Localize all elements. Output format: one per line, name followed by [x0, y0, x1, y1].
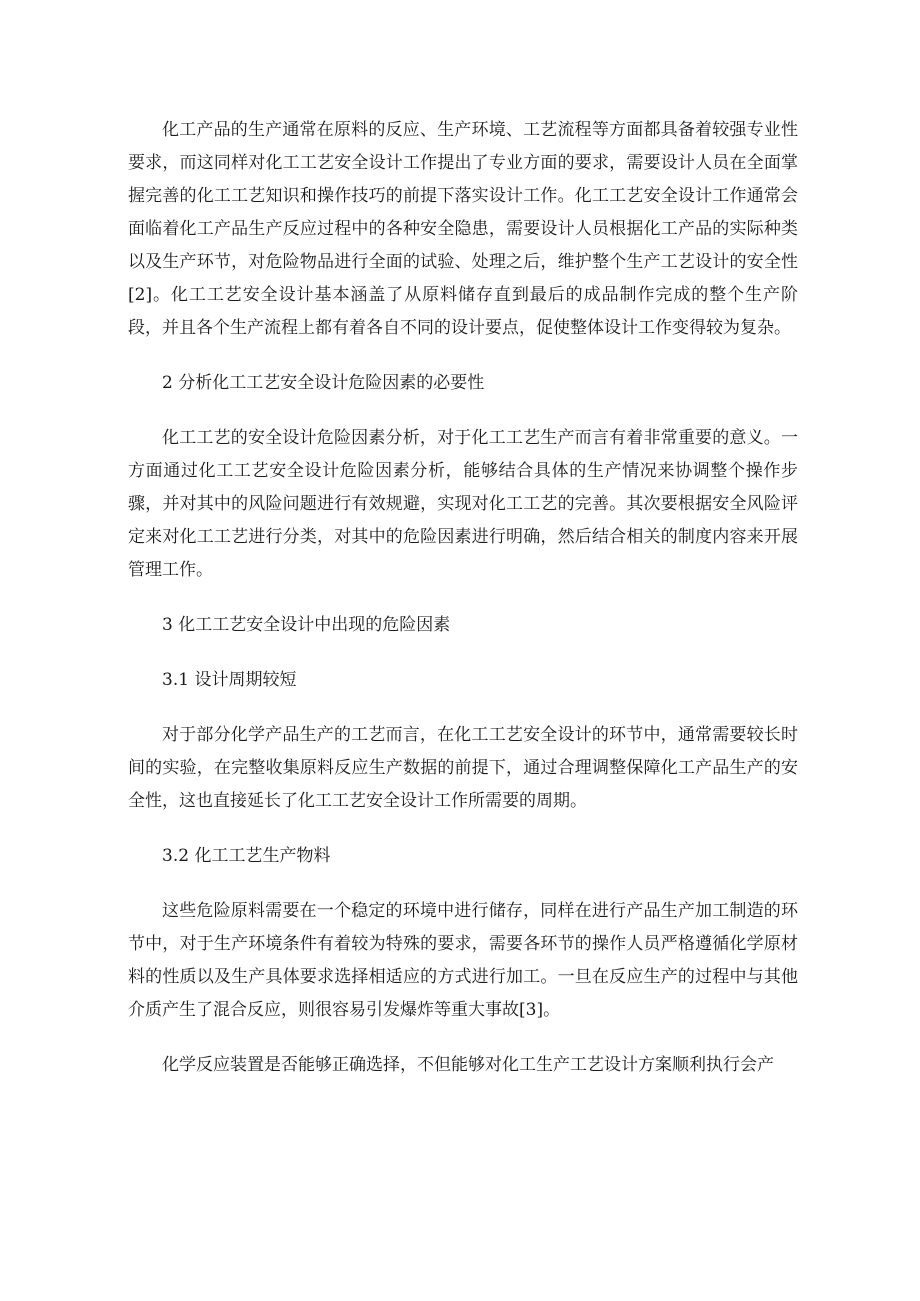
section-heading-3: 3 化工工艺安全设计中出现的危险因素	[162, 615, 451, 635]
paragraph-materials: 这些危险原料需要在一个稳定的环境中进行储存，同样在进行产品生产加工制造的环节中，对于生产环境条件有着较为特殊的要求，需要各环节的操作人员严格遵循化学原材料的性质以及生产具体要求选择相适应的方式进行加工。一旦在反应生产的过程中与其他介质产生了混合反应，则很容易引发爆炸等重大事故[3]。	[128, 901, 798, 1020]
paragraph-necessity: 化工工艺的安全设计危险因素分析，对于化工工艺生产而言有着非常重要的意义。一方面通过化工工艺安全设计危险因素分析，能够结合具体的生产情况来协调整个操作步骤，并对其中的风险问题进行有效规避，实现对化工工艺的完善。其次要根据安全风险评定来对化工工艺进行分类，对其中的危险因素进行明确，然后结合相关的制度内容来开展管理工作。	[128, 428, 798, 580]
paragraph-reaction-device: 化学反应装置是否能够正确选择，不但能够对化工生产工艺设计方案顺利执行会产	[162, 1055, 774, 1075]
section-heading-3-1: 3.1 设计周期较短	[162, 670, 297, 690]
paragraph-design-cycle: 对于部分化学产品生产的工艺而言，在化工工艺安全设计的环节中，通常需要较长时间的实验，在完整收集原料反应生产数据的前提下，通过合理调整保障化工产品生产的安全性，这也直接延长了化工工艺安全设计工作所需要的周期。	[128, 725, 798, 811]
section-heading-2: 2 分析化工工艺安全设计危险因素的必要性	[162, 373, 485, 393]
section-heading-3-2: 3.2 化工工艺生产物料	[162, 846, 331, 866]
paragraph-intro-requirements: 化工产品的生产通常在原料的反应、生产环境、工艺流程等方面都具备着较强专业性要求，而这同样对化工工艺安全设计工作提出了专业方面的要求，需要设计人员在全面掌握完善的化工工艺知识和操作技巧的前提下落实设计工作。化工工艺安全设计工作通常会面临着化工产品生产反应过程中的各种安全隐患，需要设计人员根据化工产品的实际种类以及生产环节，对危险物品进行全面的试验、处理之后，维护整个生产工艺设计的安全性[2]。化工工艺安全设计基本涵盖了从原料储存直到最后的成品制作完成的整个生产阶段，并且各个生产流程上都有着各自不同的设计要点，促使整体设计工作变得较为复杂。	[128, 120, 798, 338]
document-body	[128, 114, 798, 1104]
